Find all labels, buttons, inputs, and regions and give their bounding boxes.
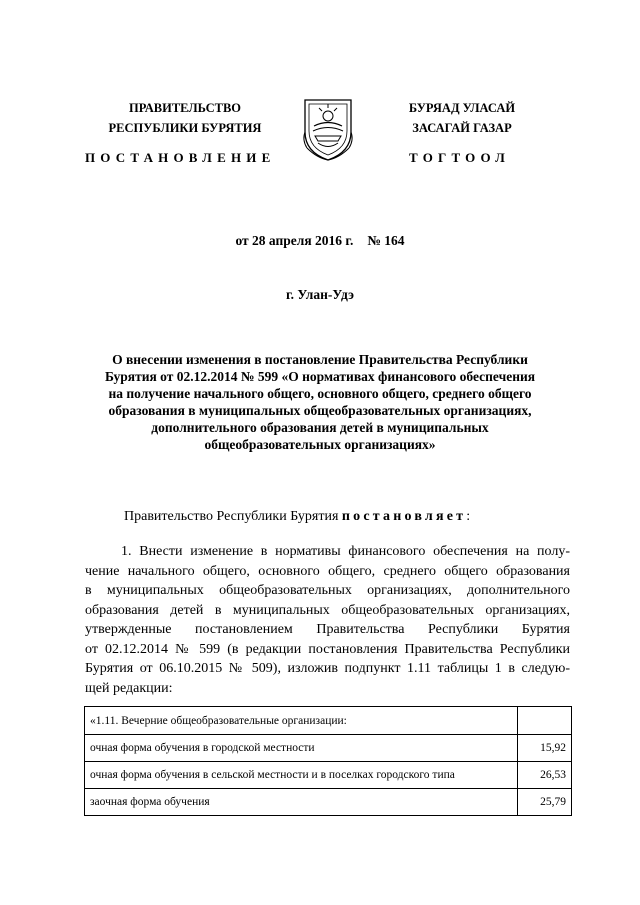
paragraph-line: утвержденные постановлением Правительства Республики Бурятия: [85, 622, 570, 637]
intro-prefix: Правительство Республики Бурятия: [124, 509, 342, 524]
coat-of-arms-icon: [301, 92, 355, 162]
doc-date: от 28 апреля 2016 г.: [235, 233, 354, 248]
paragraph-line: чение начального общего, основного общего, среднего общего образования: [85, 563, 570, 579]
title-line: дополнительного образования детей в муниципальных: [151, 420, 489, 435]
header-right-org: [382, 98, 542, 138]
table-cell-value: [518, 707, 572, 735]
header-left-line: ПРАВИТЕЛЬСТВО: [128, 101, 242, 115]
doc-type-left: ПОСТАНОВЛЕНИЕ: [85, 150, 276, 165]
resolution-intro: [124, 509, 470, 525]
paragraph-1: [85, 542, 570, 698]
paragraph-line: от 02.12.2014 № 599 (в редакции постановления Правительства Республики: [85, 641, 570, 657]
table-cell-label: очная форма обучения в сельской местности и в поселках городского типа: [85, 762, 518, 789]
table-row: [85, 707, 572, 735]
title-line: образования в муниципальных общеобразовательных организациях,: [108, 403, 532, 418]
table-cell-value: 26,53: [518, 762, 572, 789]
intro-suffix: :: [466, 509, 471, 524]
table-row: [85, 789, 572, 816]
table-cell-label: очная форма обучения в городской местности: [85, 735, 518, 762]
paragraph-line: в муниципальных общеобразовательных организациях, дополнительного: [85, 583, 570, 598]
paragraph-line: образования детей в муниципальных общеобразовательных организациях,: [85, 602, 570, 618]
title-line: О внесении изменения в постановление Правительства Республики: [112, 352, 528, 367]
header-left-line: РЕСПУБЛИКИ БУРЯТИЯ: [108, 121, 262, 135]
header-right-line: БУРЯАД УЛАСАЙ: [408, 101, 516, 115]
intro-resolves-word: постановляет: [341, 509, 467, 524]
table-cell-value: 25,79: [518, 789, 572, 816]
doc-number: № 164: [367, 233, 405, 248]
header-right-line: ЗАСАГАЙ ГАЗАР: [412, 121, 512, 135]
table-cell-value: 15,92: [518, 735, 572, 762]
doc-type-right: ТОГТООЛ: [409, 150, 511, 165]
doc-title: [80, 351, 560, 453]
paragraph-line: 1. Внести изменение в нормативы финансового обеспечения на полу-: [121, 544, 570, 559]
paragraph-line: Бурятия от 06.10.2015 № 509), изложив подпункт 1.11 таблицы 1 в следую-: [85, 661, 570, 676]
title-line: общеобразовательных организациях»: [204, 437, 436, 452]
table-cell-label: «1.11. Вечерние общеобразовательные организации:: [85, 707, 518, 735]
title-line: на получение начального общего, основного общего, среднего общего: [108, 386, 532, 401]
table-row: [85, 735, 572, 762]
table-cell-label: заочная форма обучения: [85, 789, 518, 816]
date-number-line: [0, 233, 640, 249]
doc-city: г. Улан-Удэ: [286, 287, 354, 302]
paragraph-line: щей редакции:: [85, 680, 173, 696]
header-left-org: [85, 98, 285, 138]
title-line: Бурятия от 02.12.2014 № 599 «О нормативах финансового обеспечения: [104, 369, 536, 384]
table-row: [85, 762, 572, 789]
norms-table: [84, 706, 572, 816]
